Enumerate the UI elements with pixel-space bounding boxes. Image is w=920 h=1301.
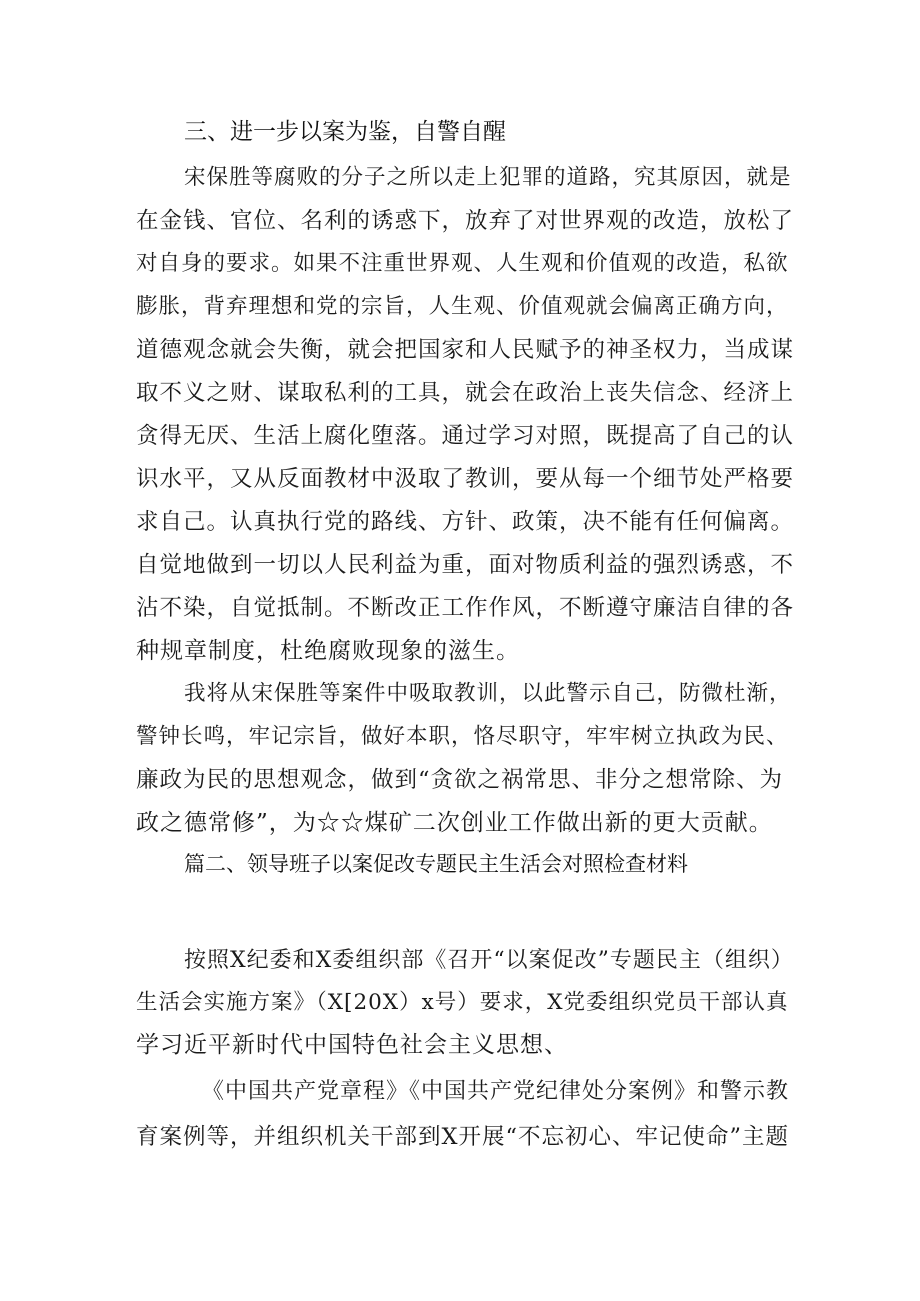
- paragraph-2-line: 政之德常修”，为☆☆煤矿二次创业工作做出新的更大贡献。: [136, 810, 773, 836]
- section-heading: 三、进一步以案为鉴，自警自醒: [184, 119, 506, 145]
- paragraph-3-line: 按照X纪委和X委组织部《召开“以案促改”专题民主（组织）: [184, 948, 794, 973]
- paragraph-1-line: 在金钱、官位、名利的诱惑下，放弃了对世界观的改造，放松了: [136, 208, 795, 234]
- paragraph-1-line: 取不义之财、谋取私利的工具，就会在政治上丧失信念、经济上: [136, 380, 795, 406]
- paragraph-3-line: 生活会实施方案》（X[20X）x号）要求，X党委组织党员干部认真: [136, 990, 789, 1015]
- paragraph-1-line: 膨胀，背弃理想和党的宗旨，人生观、价值观就会偏离正确方向，: [136, 294, 789, 319]
- paragraph-1-line: 对自身的要求。如果不注重世界观、人生观和价值观的改造，私欲: [136, 251, 789, 276]
- paragraph-1-line: 沾不染，自觉抵制。不断改正工作作风，不断遵守廉洁自律的各: [136, 595, 795, 621]
- paragraph-1-line: 种规章制度，杜绝腐败现象的滋生。: [136, 638, 520, 664]
- paragraph-1-line: 道德观念就会失衡，就会把国家和人民赋予的神圣权力，当成谋: [136, 337, 795, 363]
- paragraph-2-line: 我将从宋保胜等案件中吸取教训，以此警示自己，防微杜渐，: [184, 681, 792, 706]
- paragraph-1-line: 自觉地做到一切以人民利益为重，面对物质利益的强烈诱惑，不: [136, 552, 795, 578]
- paragraph-1-line: 识水平，又从反面教材中汲取了教训，要从每一个细节处严格要: [136, 466, 795, 492]
- paragraph-2-line: 廉政为民的思想观念，做到“贪欲之祸常思、非分之想常除、为: [136, 767, 784, 793]
- paragraph-4-line: 《中国共产党章程》《中国共产党纪律处分案例》和警示教: [202, 1079, 790, 1104]
- paragraph-1-line: 宋保胜等腐败的分子之所以走上犯罪的道路，究其原因，就是: [184, 165, 792, 190]
- paragraph-1-line: 求自己。认真执行党的路线、方针、政策，决不能有任何偏离。: [136, 509, 795, 535]
- part-heading: 篇二、领导班子以案促改专题民主生活会对照检查材料: [184, 852, 688, 876]
- paragraph-1-line: 贪得无厌、生活上腐化堕落。通过学习对照，既提高了自己的认: [136, 423, 795, 449]
- paragraph-4-line: 育案例等，并组织机关干部到X开展“不忘初心、牢记使命”主题: [136, 1124, 790, 1150]
- paragraph-3-line: 学习近平新时代中国特色社会主义思想、: [136, 1032, 568, 1058]
- paragraph-2-line: 警钟长鸣，牢记宗旨，做好本职，恪尽职守，牢牢树立执政为民、: [136, 724, 789, 749]
